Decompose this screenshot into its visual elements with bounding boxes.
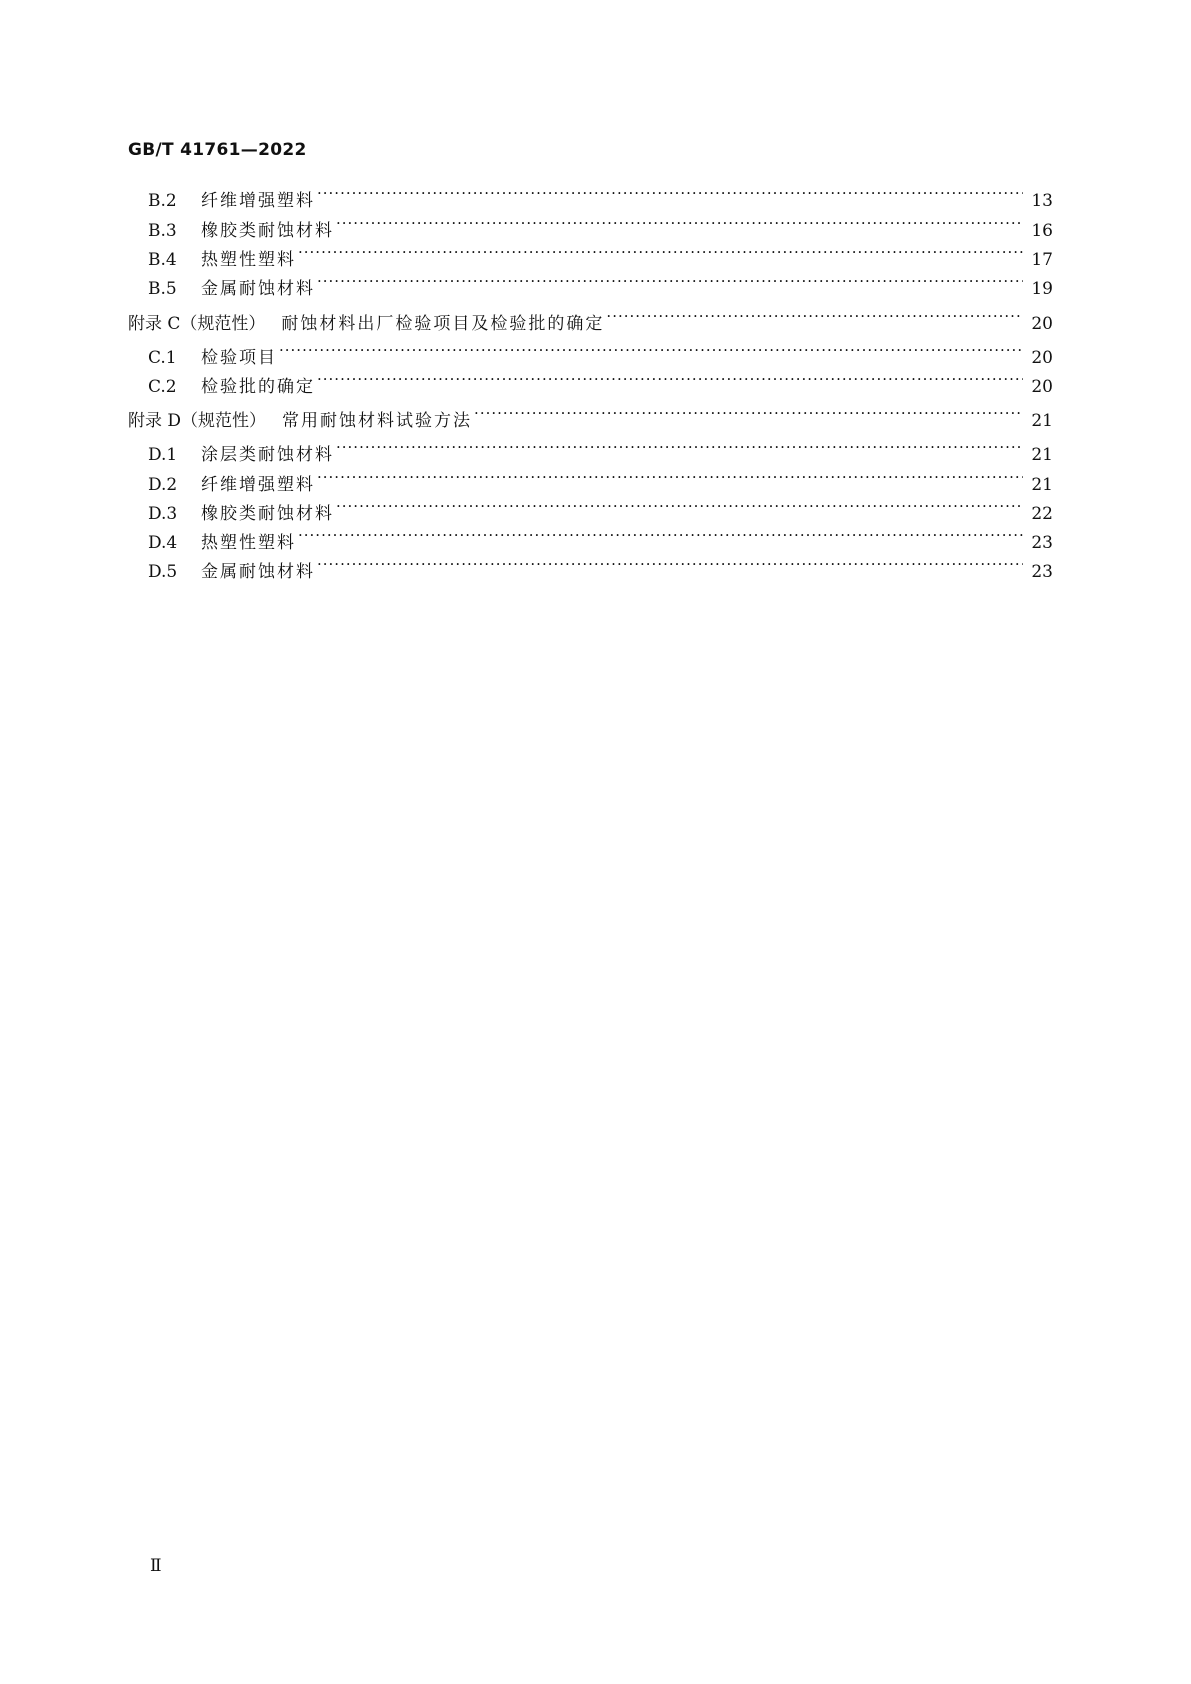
toc-entry-annex-c[interactable] xyxy=(128,303,1053,334)
toc-entry-page: 19 xyxy=(1031,279,1053,299)
toc-entry-number: B.4 xyxy=(148,250,177,270)
toc-entry-page: 23 xyxy=(1031,562,1053,582)
toc-entry-title: 橡胶类耐蚀材料 xyxy=(201,221,334,241)
toc-entry-page: 20 xyxy=(1031,348,1053,368)
dot-leader xyxy=(317,464,1023,490)
dot-leader xyxy=(298,522,1023,548)
toc-entry-number: D.3 xyxy=(148,504,178,524)
dot-leader xyxy=(317,268,1023,294)
toc-annex-prefix: 附录 D（规范性） xyxy=(128,411,267,431)
toc-entry-b4[interactable] xyxy=(148,239,1053,270)
toc-entry-page: 21 xyxy=(1031,475,1053,495)
toc-entry-title: 检验项目 xyxy=(201,348,277,368)
toc-entry-number: D.5 xyxy=(148,562,178,582)
dot-leader xyxy=(336,210,1023,236)
toc-entry-title: 纤维增强塑料 xyxy=(201,191,315,211)
toc-entry-page: 16 xyxy=(1031,221,1053,241)
toc-entry-number: B.2 xyxy=(148,191,177,211)
toc-entry-number: C.1 xyxy=(148,348,177,368)
toc-entry-page: 21 xyxy=(1031,411,1053,431)
toc-entry-page: 22 xyxy=(1031,504,1053,524)
page-folio: Ⅱ xyxy=(150,1556,162,1576)
toc-entry-number: B.5 xyxy=(148,279,177,299)
toc-entry-title: 常用耐蚀材料试验方法 xyxy=(282,411,473,431)
toc-entry-c2[interactable] xyxy=(148,366,1053,397)
toc-entry-b5[interactable] xyxy=(148,268,1053,299)
dot-leader xyxy=(317,366,1023,392)
toc-entry-page: 20 xyxy=(1031,377,1053,397)
toc-entry-number: D.2 xyxy=(148,475,178,495)
toc-entry-title: 纤维增强塑料 xyxy=(201,475,315,495)
dot-leader xyxy=(317,551,1023,577)
dot-leader xyxy=(279,337,1023,363)
toc-entry-title: 检验批的确定 xyxy=(201,377,315,397)
dot-leader xyxy=(606,303,1023,329)
toc-entry-b3[interactable] xyxy=(148,210,1053,241)
toc-entry-d2[interactable] xyxy=(148,464,1053,495)
toc-entry-page: 21 xyxy=(1031,445,1053,465)
toc-entry-d3[interactable] xyxy=(148,493,1053,524)
toc-entry-title: 热塑性塑料 xyxy=(201,250,296,270)
toc-entry-annex-d[interactable] xyxy=(128,400,1053,431)
toc-entry-b2[interactable] xyxy=(148,180,1053,211)
dot-leader xyxy=(317,180,1023,206)
toc-entry-title: 金属耐蚀材料 xyxy=(201,279,315,299)
toc-annex-prefix: 附录 C（规范性） xyxy=(128,314,266,334)
dot-leader xyxy=(474,400,1023,426)
dot-leader xyxy=(336,493,1023,519)
toc-entry-number: D.4 xyxy=(148,533,178,553)
toc-entry-d1[interactable] xyxy=(148,434,1053,465)
toc-entry-c1[interactable] xyxy=(148,337,1053,368)
toc-entry-page: 23 xyxy=(1031,533,1053,553)
toc-entry-number: B.3 xyxy=(148,221,177,241)
toc-entry-title: 橡胶类耐蚀材料 xyxy=(201,504,334,524)
toc-entry-page: 20 xyxy=(1031,314,1053,334)
toc-entry-number: C.2 xyxy=(148,377,177,397)
toc-entry-number: D.1 xyxy=(148,445,178,465)
dot-leader xyxy=(298,239,1023,265)
toc-entry-page: 17 xyxy=(1031,250,1053,270)
standard-code: GB/T 41761—2022 xyxy=(128,140,307,160)
toc-entry-d4[interactable] xyxy=(148,522,1053,553)
toc-entry-d5[interactable] xyxy=(148,551,1053,582)
toc-entry-title: 涂层类耐蚀材料 xyxy=(201,445,334,465)
toc-entry-title: 耐蚀材料出厂检验项目及检验批的确定 xyxy=(281,314,605,334)
toc-entry-title: 热塑性塑料 xyxy=(201,533,296,553)
toc-entry-title: 金属耐蚀材料 xyxy=(201,562,315,582)
toc-entry-page: 13 xyxy=(1031,191,1053,211)
dot-leader xyxy=(336,434,1023,460)
